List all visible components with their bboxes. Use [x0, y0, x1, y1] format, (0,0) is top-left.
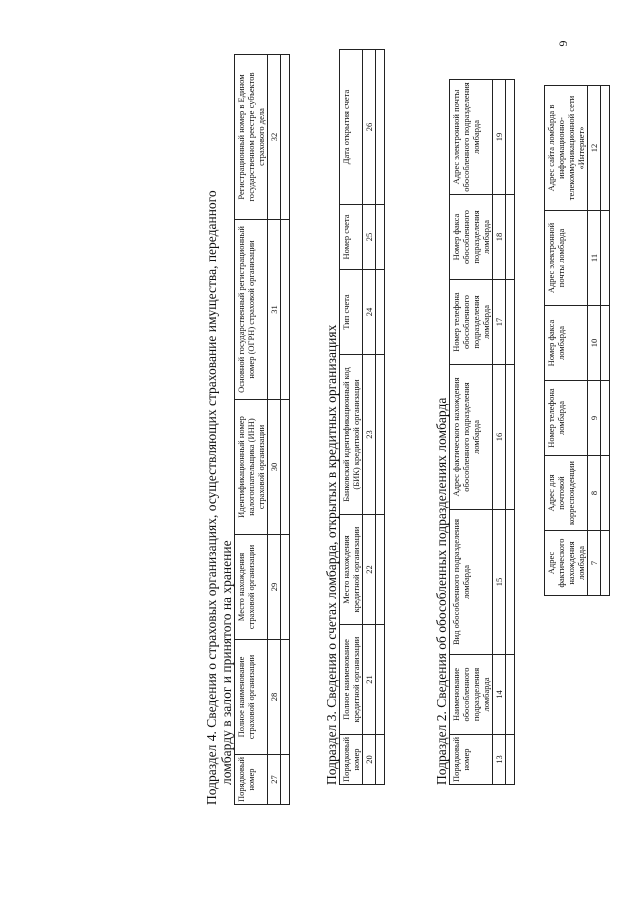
- t1-header: Номер факса ломбарда: [545, 306, 588, 381]
- t3-num: 21: [363, 625, 376, 735]
- rotated-page-content: [60, 72, 620, 865]
- t2-header: Адрес электронной почты обособленного подразделения ломбарда: [450, 80, 493, 195]
- t3-num: 24: [363, 270, 376, 355]
- t2-header: Порядковый номер: [450, 735, 493, 785]
- t4-header: Идентификационный номер налогоплательщика (ИНН) страховой организации: [235, 400, 268, 535]
- section3-title: Подраздел 3. Сведения о счетах ломбарда, открытых в кредитных организациях: [324, 324, 339, 785]
- t2-num: 18: [493, 195, 506, 280]
- t3-header: Порядковый номер: [340, 735, 363, 785]
- t2-num: 13: [493, 735, 506, 785]
- t4-header: Место нахождения страховой организации: [235, 535, 268, 640]
- t4-num: 28: [268, 640, 281, 755]
- t1-header: Адрес электронной почты ломбарда: [545, 211, 588, 306]
- table2: [449, 79, 515, 785]
- page-number: 6: [556, 40, 571, 47]
- t4-num: 27: [268, 755, 281, 805]
- section4-title-line2: ломбарду в залог и принятого на хранение: [219, 540, 234, 785]
- t1-num: 8: [588, 456, 601, 531]
- t2-num: 15: [493, 510, 506, 655]
- t3-header: Номер счета: [340, 205, 363, 270]
- t3-num: 20: [363, 735, 376, 785]
- t2-header: Наименование обособленного подразделения ломбарда: [450, 655, 493, 735]
- table1: [544, 85, 610, 596]
- t3-header: Дата открытия счета: [340, 50, 363, 205]
- section4: [204, 72, 290, 805]
- t4-header: Регистрационный номер в Едином государственном реестре субъектов страхового дела: [235, 55, 268, 220]
- t1-header: Адрес фактического нахождения ломбарда: [545, 531, 588, 596]
- t2-header: Номер телефона обособленного подразделения ломбарда: [450, 280, 493, 365]
- t2-num: 16: [493, 365, 506, 510]
- t2-num: 14: [493, 655, 506, 735]
- section4-title-line1: Подраздел 4. Сведения о страховых организациях, осуществляющих страхование имущества, переданного: [204, 190, 219, 805]
- table3: [339, 49, 385, 785]
- t3-num: 26: [363, 50, 376, 205]
- t3-num: 25: [363, 205, 376, 270]
- section2-title: Подраздел 2. Сведения об обособленных подразделениях ломбарда: [434, 397, 449, 785]
- t4-header: Основной государственный регистрационный номер (ОГРН) страховой организации: [235, 220, 268, 400]
- t3-header: Банковский идентификационный код (БИК) кредитной организации: [340, 355, 363, 515]
- t1-num: 7: [588, 531, 601, 596]
- t2-header: Вид обособленного подразделения ломбарда: [450, 510, 493, 655]
- t4-num: 31: [268, 220, 281, 400]
- t3-num: 22: [363, 515, 376, 625]
- table4: [234, 54, 290, 805]
- t2-header: Адрес фактического нахождения обособленного подразделения ломбарда: [450, 365, 493, 510]
- t1-header: Номер телефона ломбарда: [545, 381, 588, 456]
- t3-header: Тип счета: [340, 270, 363, 355]
- t1-num: 11: [588, 211, 601, 306]
- t2-num: 19: [493, 80, 506, 195]
- t4-num: 32: [268, 55, 281, 220]
- t1-num: 10: [588, 306, 601, 381]
- t4-num: 30: [268, 400, 281, 535]
- t2-num: 17: [493, 280, 506, 365]
- t3-num: 23: [363, 355, 376, 515]
- t2-header: Номер факса обособленного подразделения ломбарда: [450, 195, 493, 280]
- t4-header: Порядковый номер: [235, 755, 268, 805]
- section3: [324, 85, 385, 785]
- t1-num: 12: [588, 86, 601, 211]
- t4-num: 29: [268, 535, 281, 640]
- t3-header: Полное наименование кредитной организации: [340, 625, 363, 735]
- table1-container: [544, 85, 610, 596]
- t1-header: Адрес для почтовой корреспонденции: [545, 456, 588, 531]
- t4-header: Полное наименование страховой организации: [235, 640, 268, 755]
- section2: [434, 82, 515, 785]
- t1-header: Адрес сайта ломбарда в информационно-телекоммуникационной сети «Интернет»: [545, 86, 588, 211]
- t3-header: Место нахождения кредитной организации: [340, 515, 363, 625]
- t1-num: 9: [588, 381, 601, 456]
